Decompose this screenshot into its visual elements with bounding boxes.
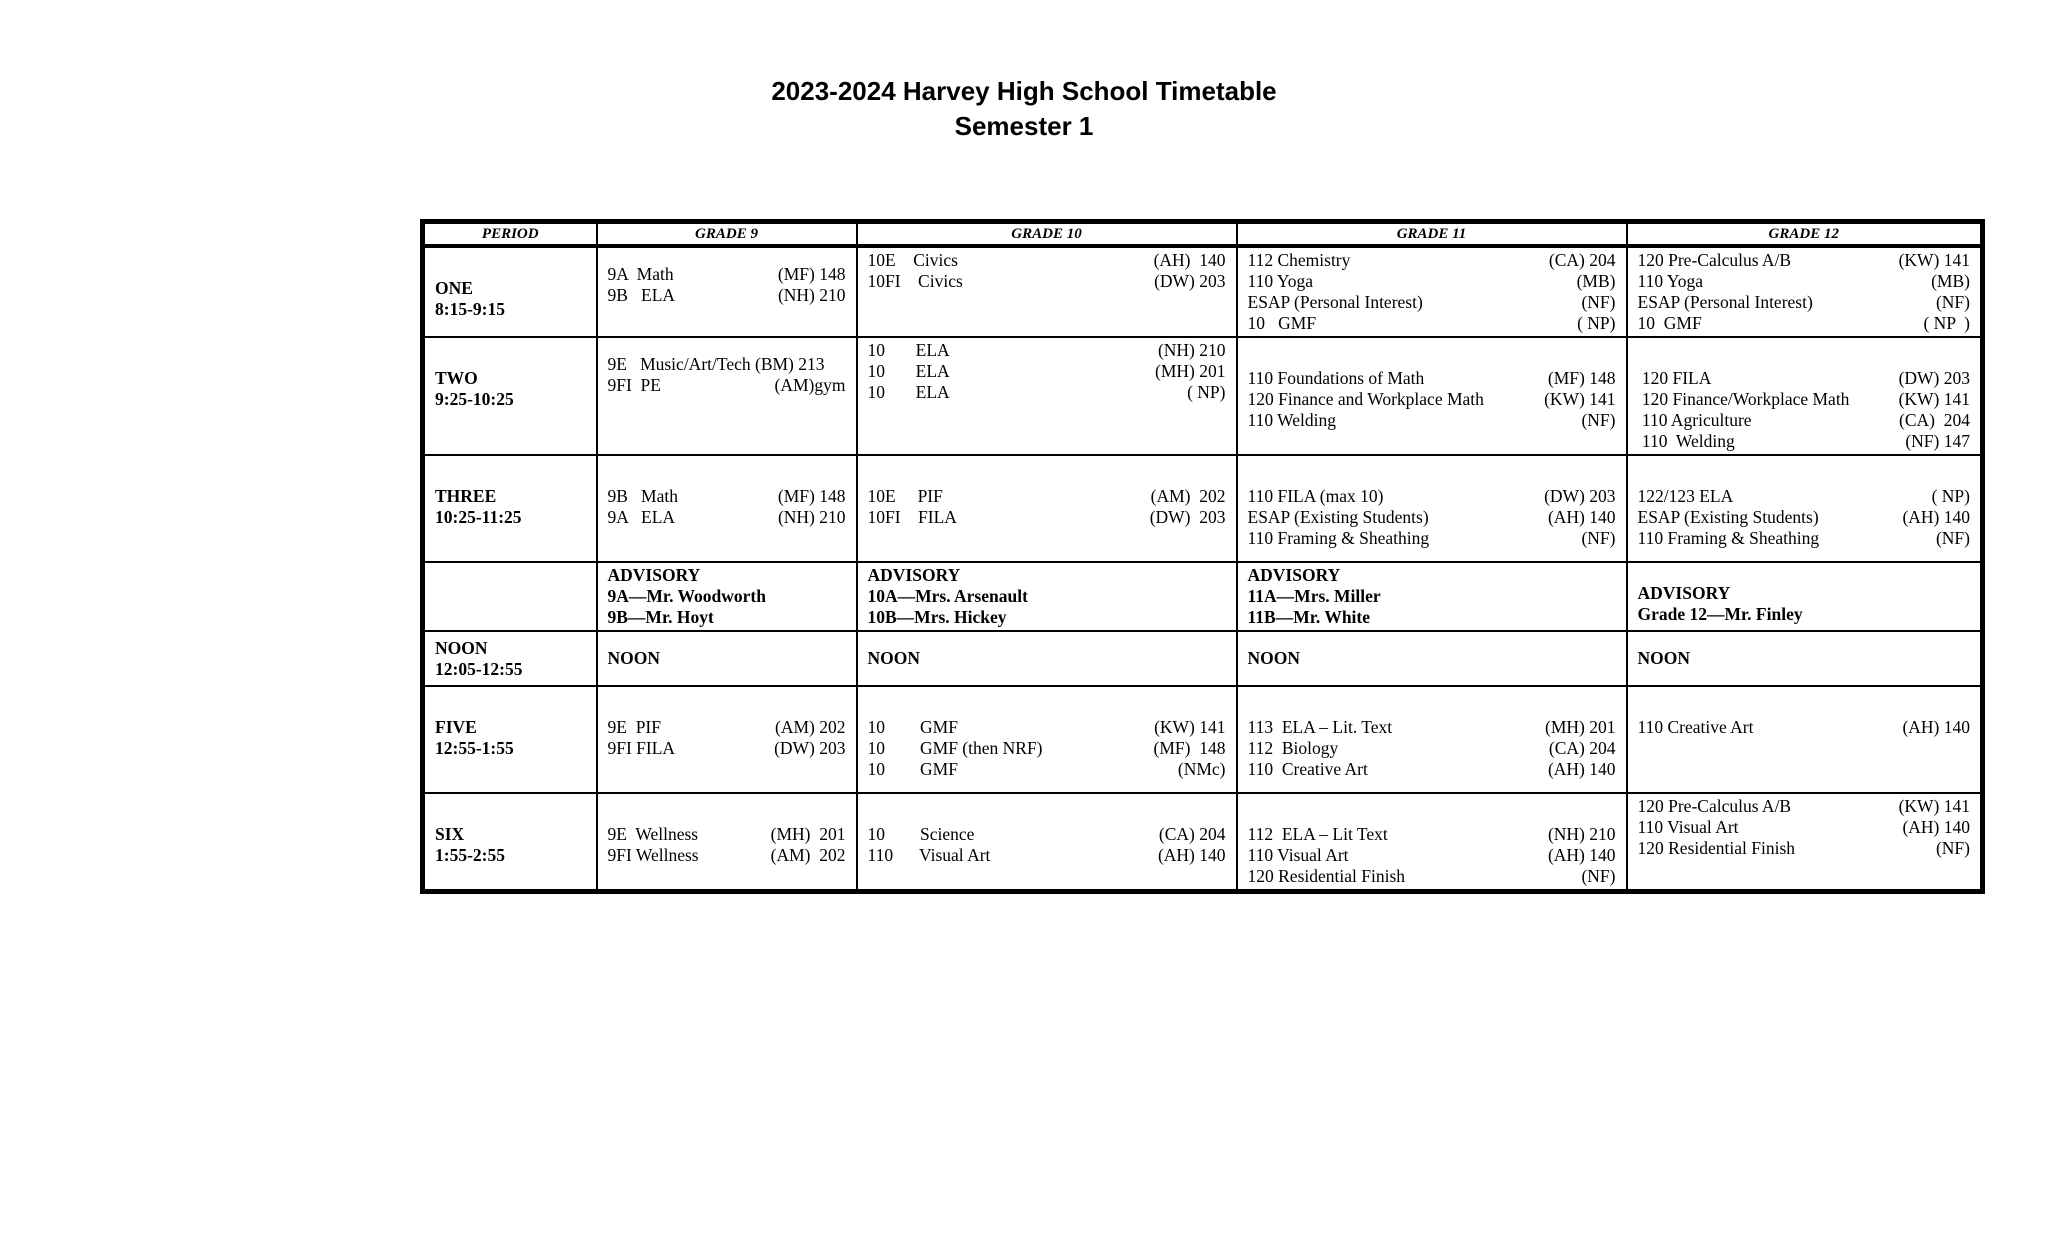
course-line: [608, 264, 846, 285]
course-line: [1248, 565, 1616, 586]
course-line: [608, 486, 846, 507]
course-line: [1248, 738, 1616, 759]
course-name: ADVISORY: [1637, 583, 1731, 603]
grade-cell-11: [1237, 337, 1627, 455]
grade-cell-11: [1237, 562, 1627, 631]
course-name: 9E Music/Art/Tech (BM) 213: [607, 354, 825, 374]
course-line: [1248, 313, 1616, 334]
course-room: (AH) 140: [1547, 759, 1616, 779]
grade-cell-11: [1237, 455, 1627, 562]
document-subtitle: Semester 1: [954, 111, 1094, 141]
course-room: (KW) 141: [1898, 250, 1970, 270]
course-room: (DW) 203: [1149, 507, 1226, 527]
course-room: (MH) 201: [1545, 717, 1616, 737]
course-name: 9B Math: [607, 486, 678, 506]
course-room: (NH) 210: [1157, 340, 1226, 360]
header-grade-11: GRADE 11: [1237, 222, 1627, 247]
course-room: (KW) 141: [1898, 796, 1970, 816]
course-name: 110 Foundations of Math: [1247, 368, 1425, 388]
course-name: 10 GMF: [1637, 313, 1702, 333]
course-line: [868, 717, 1226, 738]
period-cell: [423, 337, 597, 455]
course-name: 9A ELA: [607, 507, 676, 527]
course-line: [1638, 604, 1971, 625]
table-row: [423, 455, 1983, 562]
course-room: (MB): [1931, 271, 1970, 291]
course-room: (NF): [1935, 838, 1970, 858]
course-room: (MF) 148: [1547, 368, 1616, 388]
course-name: 120 Pre-Calculus A/B: [1637, 250, 1792, 270]
course-room: (NF): [1935, 528, 1970, 548]
course-line: [1638, 431, 1971, 452]
course-name: ESAP (Existing Students): [1247, 507, 1429, 527]
course-room: (KW) 141: [1154, 717, 1226, 737]
course-line: [1248, 866, 1616, 887]
course-name: 11B—Mr. White: [1247, 607, 1371, 627]
grade-cell-10: [857, 686, 1237, 793]
course-line: [1638, 250, 1971, 271]
grade-cell-12: [1627, 562, 1983, 631]
course-name: 9A—Mr. Woodworth: [607, 586, 766, 606]
course-room: (AM) 202: [775, 717, 846, 737]
course-name: 9E PIF: [607, 717, 661, 737]
period-cell: [423, 455, 597, 562]
period-name: THREE: [435, 486, 497, 506]
course-room: (MF) 148: [777, 486, 846, 506]
course-name: 120 Residential Finish: [1247, 866, 1405, 886]
course-name: 9FI PE: [607, 375, 661, 395]
timetable: [420, 219, 1985, 894]
course-name: NOON: [867, 648, 920, 668]
course-room: (NH) 210: [777, 285, 846, 305]
grade-cell-12: [1627, 246, 1983, 337]
course-name: 120 FILA: [1637, 368, 1712, 388]
course-line: [1638, 583, 1971, 604]
table-row: [423, 631, 1983, 686]
grade-cell-9: [597, 246, 857, 337]
course-name: 10 GMF: [867, 759, 958, 779]
course-name: 9B—Mr. Hoyt: [607, 607, 714, 627]
course-room: (AM) 202: [770, 845, 846, 865]
header-row: [423, 222, 1983, 247]
header-grade-10: GRADE 10: [857, 222, 1237, 247]
grade-cell-12: [1627, 455, 1983, 562]
course-room: (NMc): [1177, 759, 1226, 779]
period-cell: [423, 246, 597, 337]
course-name: NOON: [1637, 648, 1690, 668]
course-name: 10 Science: [867, 824, 975, 844]
course-name: 110 Visual Art: [867, 845, 991, 865]
course-name: 110 Creative Art: [1637, 717, 1754, 737]
course-line: [608, 607, 846, 628]
course-line: [868, 586, 1226, 607]
course-line: [868, 607, 1226, 628]
period-time: 10:25-11:25: [435, 507, 522, 527]
course-line: [1638, 528, 1971, 549]
course-name: ESAP (Personal Interest): [1637, 292, 1813, 312]
course-name: 10FI Civics: [867, 271, 963, 291]
course-line: [1248, 717, 1616, 738]
course-room: (MF) 148: [1153, 738, 1226, 758]
course-name: 113 ELA – Lit. Text: [1247, 717, 1393, 737]
course-room: (AH) 140: [1547, 507, 1616, 527]
course-name: 10 GMF: [867, 717, 958, 737]
course-name: 9B ELA: [607, 285, 676, 305]
course-name: 112 ELA – Lit Text: [1247, 824, 1388, 844]
period-time: 1:55-2:55: [435, 845, 505, 865]
course-room: (NH) 210: [777, 507, 846, 527]
course-room: (DW) 203: [1544, 486, 1616, 506]
course-line: [1248, 271, 1616, 292]
course-room: (NF): [1581, 292, 1616, 312]
course-name: ADVISORY: [867, 565, 961, 585]
course-room: (NF) 147: [1905, 431, 1970, 451]
course-room: ( NP): [1577, 313, 1616, 333]
course-room: (MH) 201: [1155, 361, 1226, 381]
course-line: [1638, 838, 1971, 859]
period-time: 9:25-10:25: [435, 389, 514, 409]
course-room: (AH) 140: [1157, 845, 1226, 865]
grade-cell-12: [1627, 686, 1983, 793]
document-title-block: [0, 74, 2048, 144]
course-line: [868, 271, 1226, 292]
course-line: [868, 738, 1226, 759]
course-line: [1638, 486, 1971, 507]
course-line: [1638, 717, 1971, 738]
table-row: [423, 686, 1983, 793]
course-line: [1638, 817, 1971, 838]
course-line: [1638, 796, 1971, 817]
course-name: 110 Visual Art: [1247, 845, 1349, 865]
course-room: (DW) 203: [774, 738, 846, 758]
course-line: [1638, 389, 1971, 410]
table-row: [423, 246, 1983, 337]
course-name: 112 Chemistry: [1247, 250, 1351, 270]
course-name: 110 Framing & Sheathing: [1247, 528, 1430, 548]
grade-cell-11: [1237, 631, 1627, 686]
header-period: PERIOD: [423, 222, 597, 247]
course-room: (NF): [1581, 410, 1616, 430]
grade-cell-12: [1627, 631, 1983, 686]
grade-cell-11: [1237, 793, 1627, 892]
course-line: [868, 361, 1226, 382]
course-room: (CA) 204: [1548, 738, 1616, 758]
course-name: 110 Yoga: [1247, 271, 1313, 291]
course-line: [608, 648, 846, 669]
course-line: [1638, 271, 1971, 292]
course-name: 110 Welding: [1247, 410, 1337, 430]
course-line: [1638, 507, 1971, 528]
course-room: (KW) 141: [1898, 389, 1970, 409]
grade-cell-10: [857, 631, 1237, 686]
period-name: TWO: [435, 368, 478, 388]
grade-cell-11: [1237, 246, 1627, 337]
course-line: [868, 486, 1226, 507]
course-line: [608, 738, 846, 759]
course-name: 120 Residential Finish: [1637, 838, 1795, 858]
table-row: [423, 337, 1983, 455]
course-line: [1248, 410, 1616, 431]
course-room: (AH) 140: [1902, 817, 1970, 837]
grade-cell-10: [857, 562, 1237, 631]
period-time: 12:05-12:55: [435, 659, 523, 679]
course-name: 110 Framing & Sheathing: [1637, 528, 1820, 548]
course-line: [1248, 368, 1616, 389]
course-line: [1248, 292, 1616, 313]
course-room: (DW) 203: [1898, 368, 1970, 388]
course-name: 120 Pre-Calculus A/B: [1637, 796, 1792, 816]
course-room: (AM) 202: [1150, 486, 1226, 506]
course-line: [868, 845, 1226, 866]
course-room: (MB): [1576, 271, 1616, 291]
course-line: [868, 648, 1226, 669]
period-time: 8:15-9:15: [435, 299, 505, 319]
period-cell: [423, 562, 597, 631]
course-name: NOON: [607, 648, 660, 668]
period-cell: [423, 793, 597, 892]
course-name: 10FI FILA: [867, 507, 957, 527]
course-name: 110 Yoga: [1637, 271, 1703, 291]
course-line: [608, 824, 846, 845]
course-name: NOON: [1247, 648, 1300, 668]
course-name: 120 Finance and Workplace Math: [1247, 389, 1484, 409]
table-row: [423, 793, 1983, 892]
grade-cell-12: [1627, 793, 1983, 892]
course-name: 10E Civics: [867, 250, 958, 270]
course-name: 9A Math: [607, 264, 674, 284]
course-name: 110 Visual Art: [1637, 817, 1739, 837]
grade-cell-11: [1237, 686, 1627, 793]
course-line: [1248, 845, 1616, 866]
course-line: [1638, 313, 1971, 334]
course-line: [868, 507, 1226, 528]
course-line: [1248, 586, 1616, 607]
course-name: 11A—Mrs. Miller: [1247, 586, 1381, 606]
course-name: 10E PIF: [867, 486, 943, 506]
course-line: [1638, 648, 1971, 669]
course-name: ADVISORY: [1247, 565, 1341, 585]
course-name: ESAP (Personal Interest): [1247, 292, 1423, 312]
course-line: [608, 845, 846, 866]
grade-cell-9: [597, 686, 857, 793]
grade-cell-10: [857, 246, 1237, 337]
course-name: 112 Biology: [1247, 738, 1339, 758]
table-row: [423, 562, 1983, 631]
period-name: ONE: [435, 278, 473, 298]
course-line: [868, 250, 1226, 271]
course-room: ( NP ): [1923, 313, 1970, 333]
course-name: 122/123 ELA: [1637, 486, 1734, 506]
header-grade-12: GRADE 12: [1627, 222, 1983, 247]
course-name: 9E Wellness: [607, 824, 699, 844]
period-time: 12:55-1:55: [435, 738, 514, 758]
course-line: [1248, 486, 1616, 507]
course-line: [1248, 607, 1616, 628]
header-grade-9: GRADE 9: [597, 222, 857, 247]
course-line: [608, 354, 846, 375]
grade-cell-9: [597, 337, 857, 455]
course-name: 110 Creative Art: [1247, 759, 1368, 779]
course-room: (CA) 204: [1548, 250, 1616, 270]
period-name: SIX: [435, 824, 465, 844]
course-line: [608, 586, 846, 607]
course-room: ( NP): [1931, 486, 1970, 506]
grade-cell-9: [597, 793, 857, 892]
course-room: (CA) 204: [1158, 824, 1226, 844]
course-name: 10 ELA: [867, 361, 950, 381]
grade-cell-9: [597, 455, 857, 562]
course-room: (NF): [1581, 866, 1616, 886]
course-room: (NF): [1935, 292, 1970, 312]
course-line: [868, 759, 1226, 780]
grade-cell-12: [1627, 337, 1983, 455]
course-line: [608, 565, 846, 586]
course-room: (CA) 204: [1899, 410, 1970, 430]
course-line: [868, 340, 1226, 361]
period-name: NOON: [435, 638, 488, 658]
period-cell: [423, 686, 597, 793]
course-line: [1248, 389, 1616, 410]
course-line: [1638, 410, 1971, 431]
grade-cell-10: [857, 337, 1237, 455]
course-name: 110 Welding: [1637, 431, 1735, 451]
course-line: [608, 285, 846, 306]
course-name: ESAP (Existing Students): [1637, 507, 1819, 527]
grade-cell-10: [857, 793, 1237, 892]
course-line: [868, 824, 1226, 845]
course-name: 10 GMF: [1247, 313, 1317, 333]
course-line: [1248, 507, 1616, 528]
course-line: [868, 382, 1226, 403]
course-room: (MH) 201: [770, 824, 846, 844]
course-room: (MF) 148: [777, 264, 846, 284]
grade-cell-9: [597, 562, 857, 631]
period-name: FIVE: [435, 717, 477, 737]
course-room: (DW) 203: [1154, 271, 1226, 291]
period-cell: [423, 631, 597, 686]
course-name: Grade 12—Mr. Finley: [1637, 604, 1803, 624]
course-room: (NF): [1581, 528, 1616, 548]
course-name: 10B—Mrs. Hickey: [867, 607, 1007, 627]
course-name: 10 GMF (then NRF): [867, 738, 1043, 758]
course-line: [1638, 368, 1971, 389]
course-line: [868, 565, 1226, 586]
course-room: (KW) 141: [1544, 389, 1616, 409]
course-line: [608, 507, 846, 528]
course-room: (AH) 140: [1902, 717, 1970, 737]
course-name: 10 ELA: [867, 340, 950, 360]
course-room: (AH) 140: [1153, 250, 1226, 270]
course-name: 9FI FILA: [607, 738, 676, 758]
course-line: [1248, 648, 1616, 669]
grade-cell-9: [597, 631, 857, 686]
course-room: ( NP): [1187, 382, 1226, 402]
course-line: [1248, 759, 1616, 780]
course-name: ADVISORY: [607, 565, 701, 585]
grade-cell-10: [857, 455, 1237, 562]
course-line: [1248, 824, 1616, 845]
course-line: [1248, 250, 1616, 271]
course-room: (AH) 140: [1547, 845, 1616, 865]
course-line: [1638, 292, 1971, 313]
course-name: 110 FILA (max 10): [1247, 486, 1384, 506]
course-line: [608, 717, 846, 738]
course-name: 120 Finance/Workplace Math: [1637, 389, 1850, 409]
course-name: 10 ELA: [867, 382, 950, 402]
course-room: (AM)gym: [774, 375, 846, 395]
course-name: 10A—Mrs. Arsenault: [867, 586, 1028, 606]
course-room: (AH) 140: [1902, 507, 1970, 527]
course-line: [608, 375, 846, 396]
course-line: [1248, 528, 1616, 549]
course-name: 9FI Wellness: [607, 845, 699, 865]
document-title: 2023-2024 Harvey High School Timetable: [771, 76, 1277, 106]
course-name: 110 Agriculture: [1637, 410, 1752, 430]
course-room: (NH) 210: [1547, 824, 1616, 844]
